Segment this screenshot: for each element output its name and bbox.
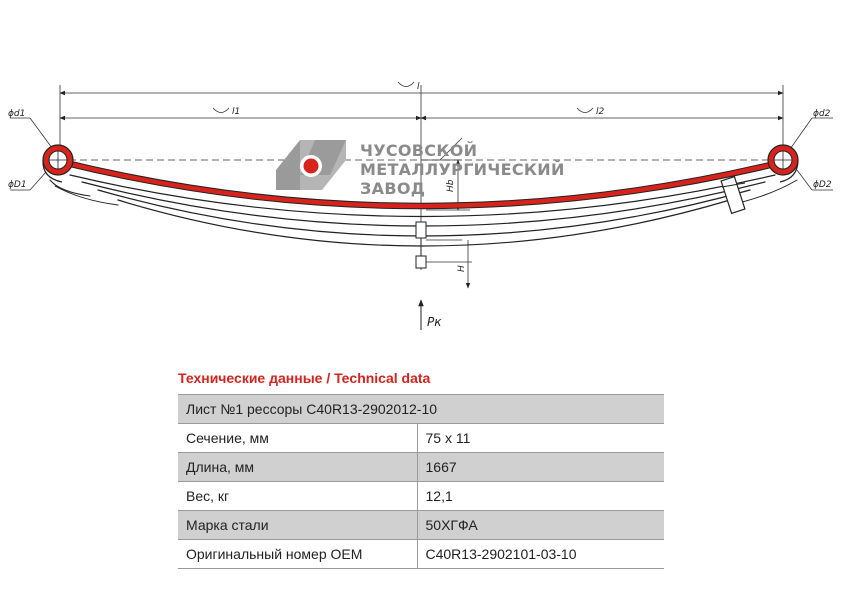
right-spring-eye — [768, 145, 798, 182]
table-header-cell: Лист №1 рессоры С40R13-2902012-10 — [178, 395, 664, 424]
table-row — [178, 424, 664, 453]
left-spring-eye — [43, 145, 73, 182]
label-total-length: l — [417, 82, 420, 92]
table-row — [178, 540, 664, 569]
table-row — [178, 511, 664, 540]
label-left-eye-inner: ϕd1 — [8, 109, 26, 119]
row-label: Марка стали — [178, 511, 417, 540]
row-label: Вес, кг — [178, 482, 417, 511]
row-value: 12,1 — [417, 482, 664, 511]
row-value: 50ХГФА — [417, 511, 664, 540]
logo-line-3: ЗАВОД — [360, 179, 426, 198]
label-right-length: l2 — [596, 107, 605, 117]
center-bolt — [416, 222, 426, 268]
label-right-eye-inner: ϕd2 — [813, 109, 831, 119]
table-row — [178, 482, 664, 511]
table-row — [178, 453, 664, 482]
label-left-length: l1 — [232, 107, 241, 117]
company-logo — [276, 140, 565, 198]
label-load: Pк — [427, 315, 442, 329]
row-value: 1667 — [417, 453, 664, 482]
label-pack-height: H — [457, 265, 467, 272]
row-label: Оригинальный номер ОЕМ — [178, 540, 417, 569]
label-right-eye-outer: ϕD2 — [813, 180, 832, 190]
logo-line-2: МЕТАЛЛУРГИЧЕСКИЙ — [360, 160, 565, 179]
row-value: С40R13-2902101-03-10 — [417, 540, 664, 569]
logo-emblem — [276, 140, 346, 190]
row-label: Длина, мм — [178, 453, 417, 482]
row-label: Сечение, мм — [178, 424, 417, 453]
row-value: 75 х 11 — [417, 424, 664, 453]
table-header-row — [178, 395, 664, 424]
logo-line-1: ЧУСОВСКОЙ — [360, 141, 478, 160]
label-camber-height: Hb — [446, 179, 456, 192]
label-left-eye-outer: ϕD1 — [8, 180, 27, 190]
table-title: Технические данные / Technical data — [178, 370, 431, 386]
technical-data-table — [178, 394, 664, 569]
